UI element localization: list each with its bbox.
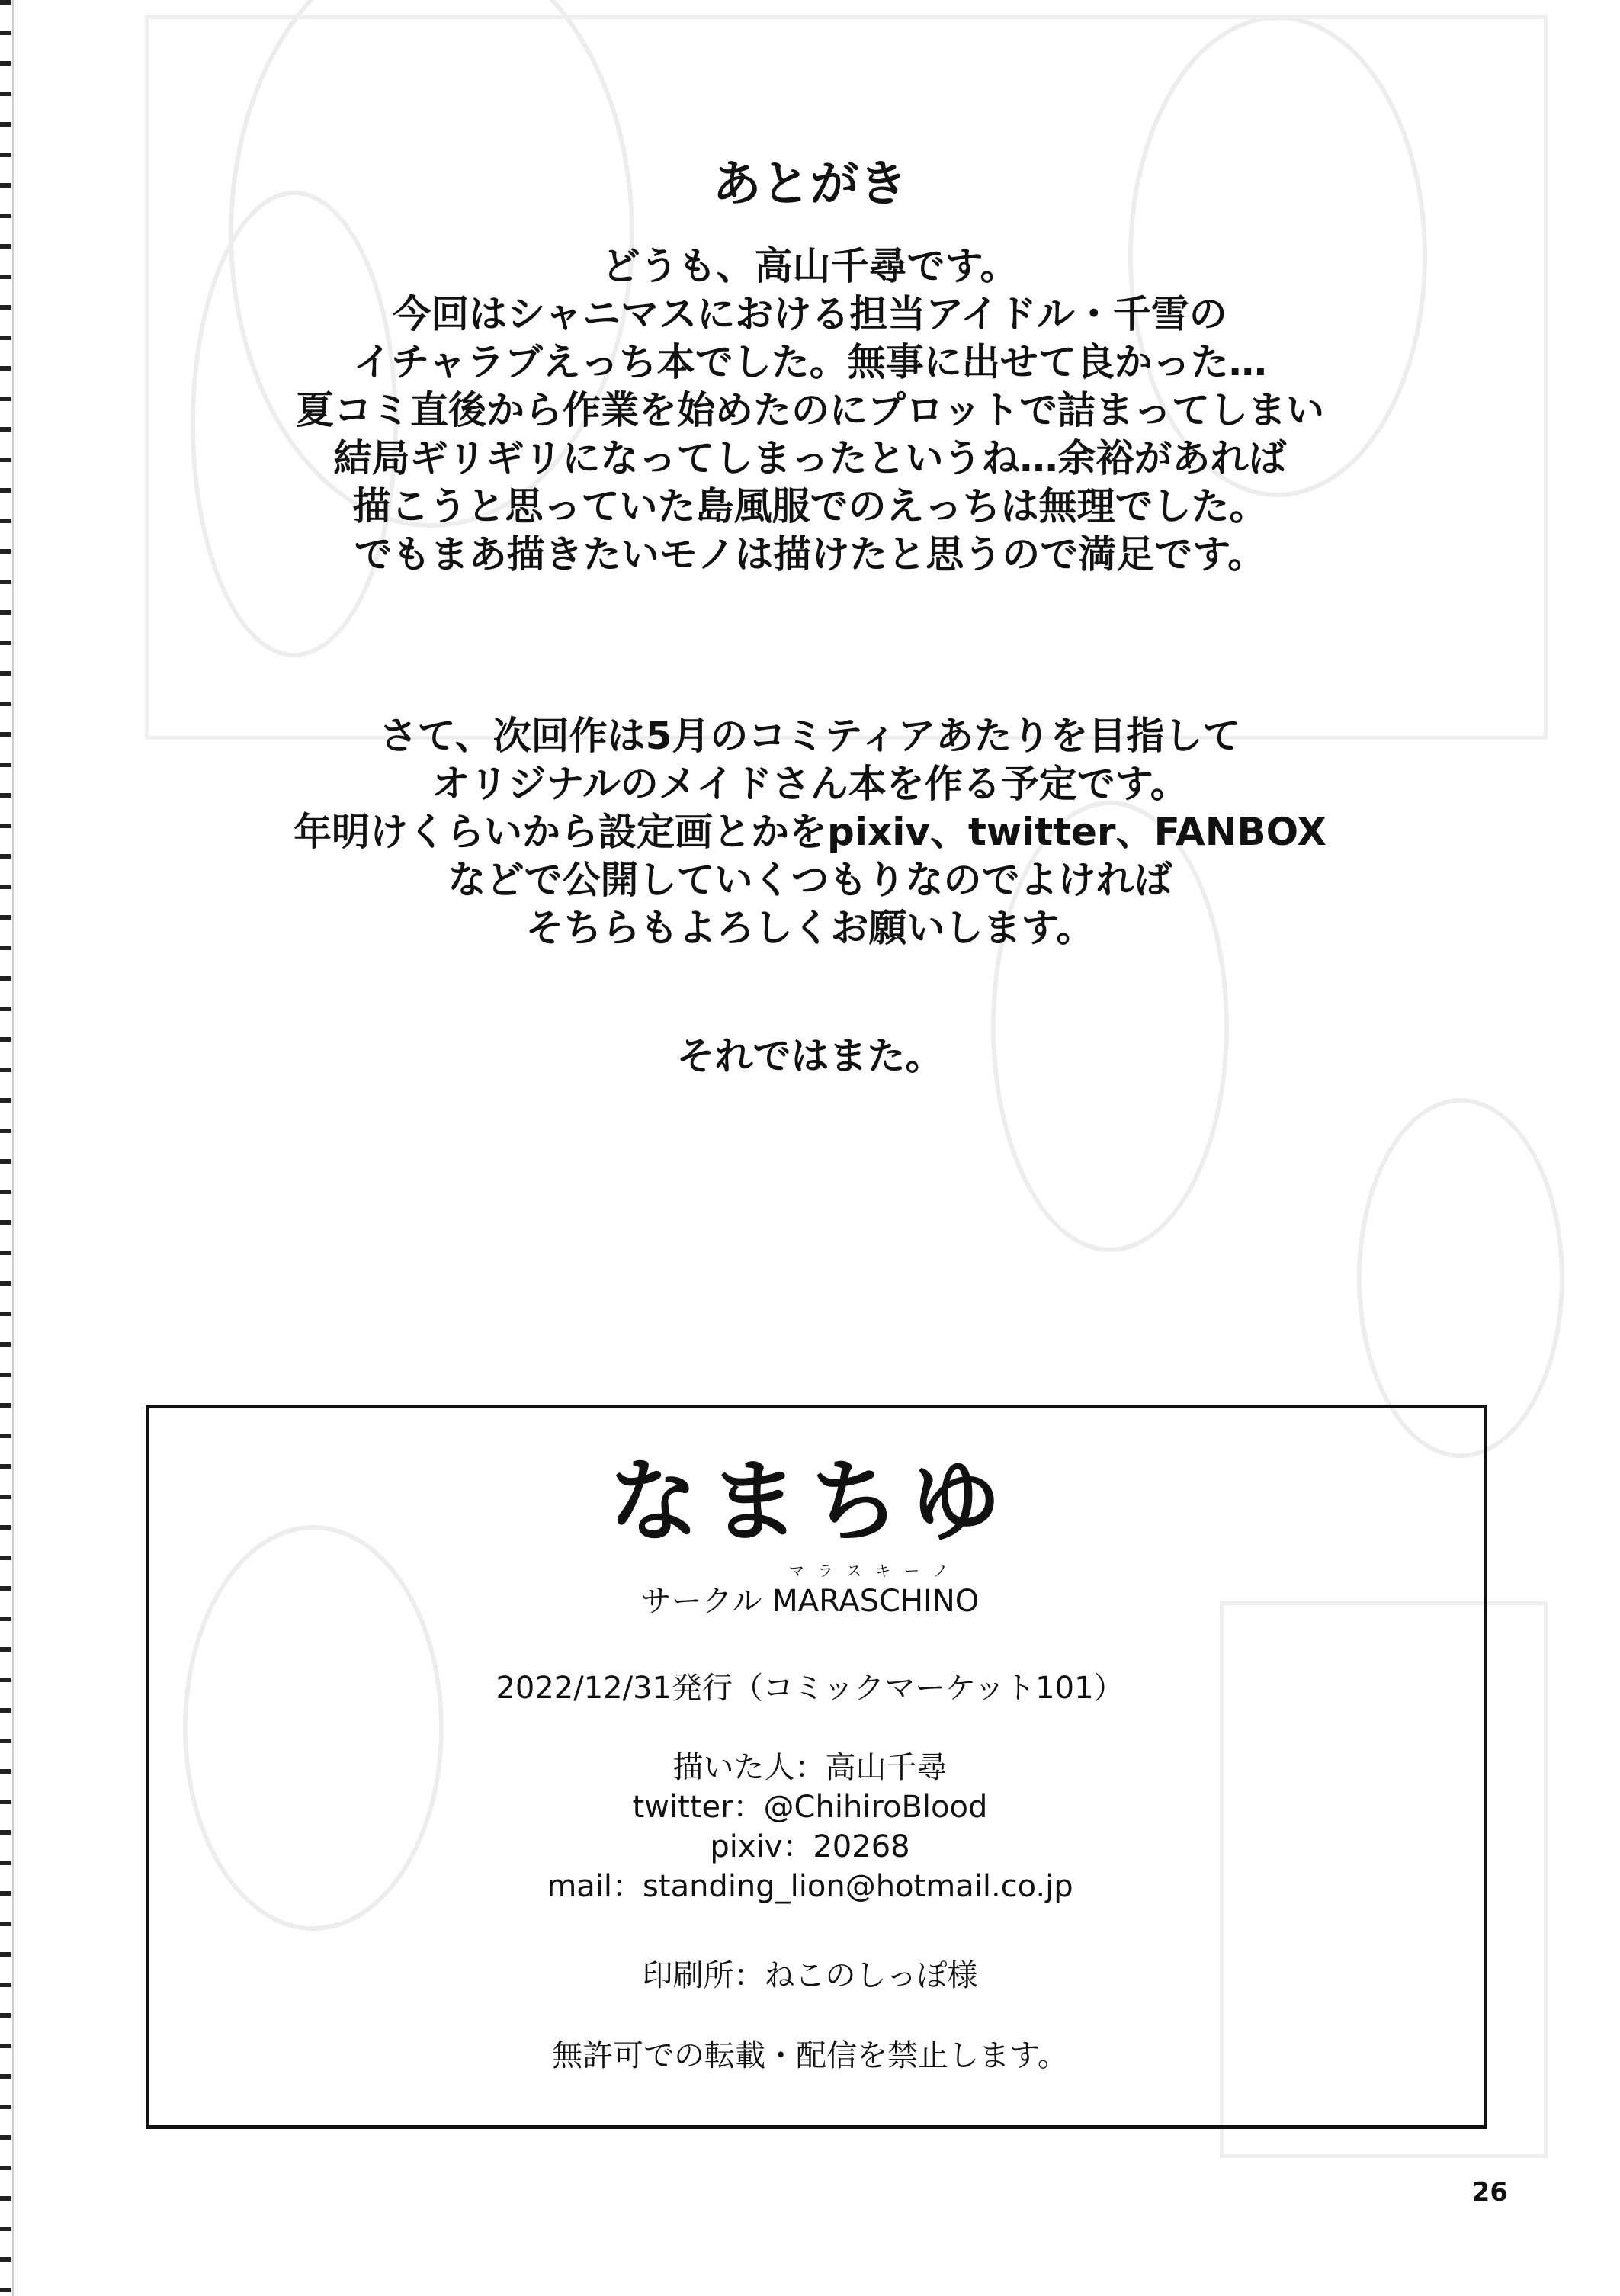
text-line: それではまた。	[676, 1034, 944, 1078]
circle-prefix: サークル	[640, 1584, 772, 1619]
afterword-paragraph-1	[0, 242, 1620, 579]
circle-name-wrap	[772, 1562, 980, 1619]
text-line: 年明けくらいから設定画とかをpixiv、twitter、FANBOX	[294, 810, 1326, 854]
text-line: 結局ギリギリになってしまったというね…余裕があれば	[333, 436, 1287, 480]
book-title: なまちゆ	[608, 1449, 1012, 1554]
circle-name: MARASCHINO	[772, 1584, 980, 1619]
text-line: そちらもよろしくお願いします。	[525, 906, 1095, 950]
text-line: どうも、高山千尋です。	[601, 244, 1019, 288]
text-line: でもまあ描きたいモノは描けたと思うので満足です。	[354, 532, 1266, 576]
author-credit: 描いた人：高山千尋	[672, 1750, 948, 1785]
text-line: 今回はシャニマスにおける担当アイドル・千雪の	[393, 292, 1227, 336]
circle-ruby: マラスキーノ	[788, 1562, 962, 1580]
page-number: 26	[1471, 2177, 1508, 2208]
credits	[0, 1748, 1620, 1906]
copyright-notice: 無許可での転載・配信を禁止します。	[552, 2038, 1068, 2073]
text-line: さて、次回作は5月のコミティアあたりを目指して	[379, 714, 1241, 758]
afterword-paragraph-3	[0, 1032, 1620, 1081]
printer-credit: 印刷所：ねこのしっぽ様	[642, 1958, 978, 1993]
afterword-title: あとがき	[712, 156, 908, 213]
afterword-paragraph-2	[0, 712, 1620, 952]
mail-credit: mail：standing_lion@hotmail.co.jp	[547, 1869, 1073, 1904]
publication-date: 2022/12/31発行（コミックマーケット101）	[496, 1671, 1124, 1706]
text-line: 夏コミ直後から作業を始めたのにプロットで詰まってしまい	[296, 388, 1324, 432]
circle-line	[0, 1562, 1620, 1619]
text-line: オリジナルのメイドさん本を作る予定です。	[431, 762, 1189, 806]
twitter-credit: twitter：@ChihiroBlood	[632, 1790, 988, 1825]
pixiv-credit: pixiv：20268	[710, 1829, 910, 1864]
text-line: イチャラブえっち本でした。無事に出せて良かった…	[353, 340, 1267, 384]
text-line: 描こうと思っていた島風服でのえっちは無理でした。	[352, 484, 1268, 528]
text-line: などで公開していくつもりなのでよければ	[448, 858, 1172, 902]
